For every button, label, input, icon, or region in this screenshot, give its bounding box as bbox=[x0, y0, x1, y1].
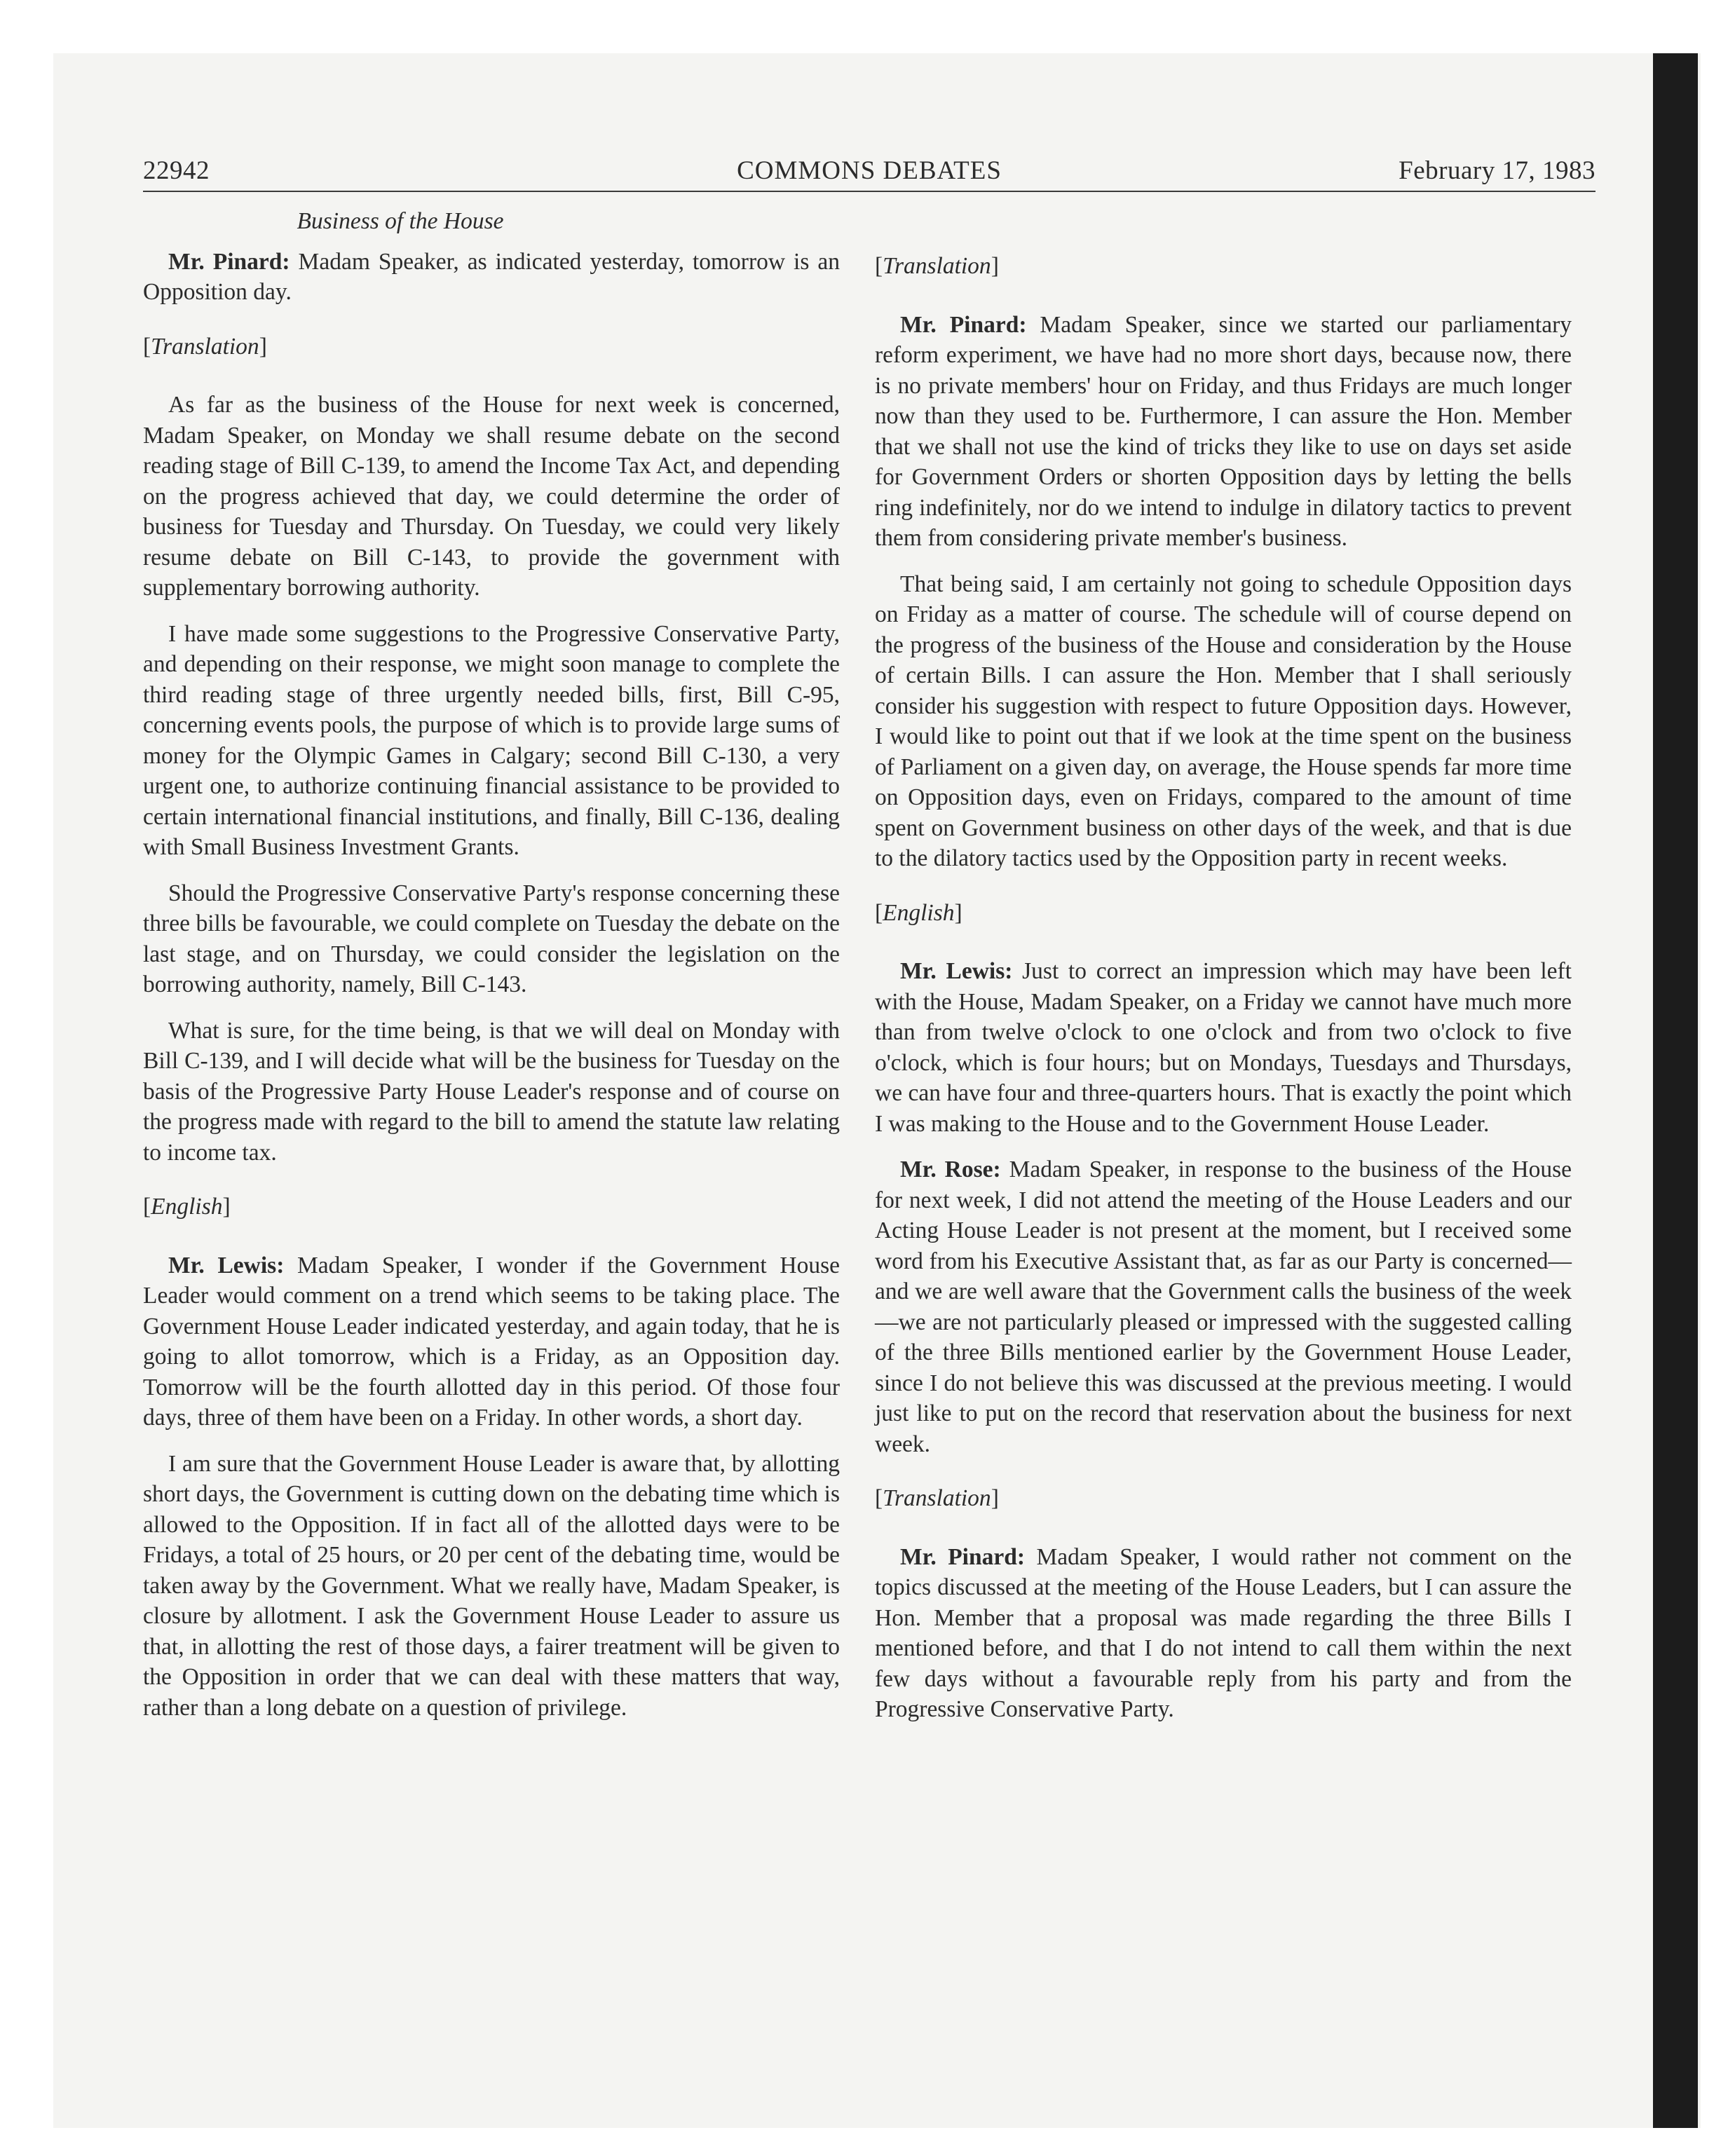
publication-title: COMMONS DEBATES bbox=[737, 156, 1002, 185]
language-tag-text: Translation bbox=[151, 333, 259, 360]
language-tag: [English] bbox=[143, 1194, 231, 1220]
speaker-name: Mr. Lewis: bbox=[168, 1252, 285, 1278]
speaker-name: Mr. Pinard: bbox=[168, 248, 290, 275]
right-column bbox=[875, 203, 1572, 1740]
language-tag-text: Translation bbox=[883, 1485, 991, 1511]
speaker-name: Mr. Rose: bbox=[900, 1157, 1001, 1182]
speech-text: Madam Speaker, in response to the business of the House for next week, I did not attend the meeting of the House Leaders and our Acting House Leader is not present at the moment, but I received some word from his Executive Assistant that, as far as our Party is concerned—and we are well aware that the Government calls the business of the week—we are not particularly pleased or impressed with the suggested calling of the three Bills mentioned earlier by the Government House Leader, since I do not believe this was discussed at the previous meeting. I would just like to put on the record that reservation about the business for next week. bbox=[875, 1157, 1572, 1457]
header-date: February 17, 1983 bbox=[1399, 156, 1595, 185]
paragraph: What is sure, for the time being, is that we will deal on Monday with Bill C-139, and I will decide what will be the business for Tuesday on the basis of the Progressive Party House Leader's response and of course on the progress made with regard to the bill to amend the statute law relating to income tax. bbox=[143, 1017, 840, 1166]
language-tag: [Translation] bbox=[875, 1485, 999, 1511]
language-tag-text: English bbox=[151, 1194, 223, 1220]
speech-text: Madam Speaker, since we started our parliamentary reform experiment, we have had no more short days, because now, there is no private members' hour on Friday, and thus Fridays are much longer now than they used to be. Furthermore, I can assure the Hon. Member that we shall not use the kind of tricks they like to use on days set aside for Government Orders or shorten Opposition days by letting the bells ring indefinitely, nor do we intend to indulge in dilatory tactics to prevent them from considering private member's business. bbox=[875, 311, 1572, 551]
paragraph bbox=[143, 1250, 840, 1433]
page-number: 22942 bbox=[143, 156, 210, 185]
paragraph: That being said, I am certainly not going to schedule Opposition days on Friday as a matter of course. The schedule will of course depend on the progress of the business of the House and consideration by the House of certain Bills. I can assure the Hon. Member that I shall seriously consider his suggestion with respect to future Opposition days. However, I would like to point out that if we look at the time spent on the business of Parliament on a given day, on average, the House spends far more time on Opposition days, even on Fridays, compared to the amount of time spent on Government business on other days of the week, and that is due to the dilatory tactics used by the Opposition party in recent weeks. bbox=[875, 571, 1572, 871]
paragraph bbox=[875, 310, 1572, 554]
speech-text: Just to correct an impression which may have been left with the House, Madam Speaker, on a Friday we cannot have much more than from twelve o'clock to one o'clock and from two o'clock to five o'clock, which is four hours; but on Mondays, Tuesdays and Thursdays, we can have four and three-quarters hours. That is exactly the point which I was making to the House and to the Government House Leader. bbox=[875, 958, 1572, 1137]
language-tag-text: English bbox=[883, 899, 955, 926]
speaker-name: Mr. Pinard: bbox=[900, 311, 1027, 338]
page-header bbox=[143, 156, 1595, 195]
paragraph bbox=[875, 956, 1572, 1139]
speech-text: Madam Speaker, I would rather not comment on the topics discussed at the meeting of the House Leaders, but I can assure the Hon. Member that a proposal was made regarding the three Bills I mentioned before, and that I do not intend to call them within the next few days without a favourable reply from his party and from the Progressive Conservative Party. bbox=[875, 1543, 1572, 1722]
language-tag-text: Translation bbox=[883, 253, 991, 279]
paragraph: I have made some suggestions to the Progressive Conservative Party, and depending on their response, we might soon manage to complete the third reading stage of three urgently needed bills, first, Bill C-95, concerning events pools, the purpose of which is to provide large sums of money for the Olympic Games in Calgary; second Bill C-130, a very urgent one, to authorize continuing financial assistance to be provided to certain international financial institutions, and finally, Bill C-136, dealing with Small Business Investment Grants. bbox=[143, 620, 840, 860]
speaker-name: Mr. Pinard: bbox=[900, 1543, 1026, 1570]
paragraph bbox=[875, 1542, 1572, 1725]
paragraph bbox=[875, 1154, 1572, 1459]
section-heading: Business of the House bbox=[297, 208, 504, 234]
speech-text: Madam Speaker, I wonder if the Government House Leader would comment on a trend which seems to be taking place. The Government House Leader indicated yesterday, and again today, that he is going to allot tomorrow, which is a Friday, as an Opposition day. Tomorrow will be the fourth allotted day in this period. Of those four days, three of them have been on a Friday. In other words, a short day. bbox=[143, 1252, 840, 1431]
speech-text: Madam Speaker, as indicated yesterday, tomorrow is an Opposition day. bbox=[143, 248, 840, 305]
speaker-name: Mr. Lewis: bbox=[900, 958, 1013, 984]
binding-edge bbox=[1653, 53, 1698, 2128]
language-tag: [Translation] bbox=[143, 333, 267, 360]
header-rule bbox=[143, 191, 1595, 192]
paragraph bbox=[143, 247, 840, 308]
left-column bbox=[143, 203, 840, 1738]
paragraph: Should the Progressive Conservative Party's response concerning these three bills be favourable, we could complete on Tuesday the debate on the last stage, and on Thursday, we could consider the legislation on the borrowing authority, namely, Bill C-143. bbox=[143, 880, 840, 997]
language-tag: [English] bbox=[875, 899, 962, 926]
paragraph: I am sure that the Government House Leader is aware that, by allotting short days, the Government is cutting down on the debating time which is allowed to the Opposition. If in fact all of the allotted days were to be Fridays, a total of 25 hours, or 20 per cent of the debating time, would be taken away by the Government. What we really have, Madam Speaker, is closure by allotment. I ask the Government House Leader to assure us that, in allotting the rest of those days, a fairer treatment will be given to the Opposition in order that we can deal with these matters that way, rather than a long debate on a question of privilege. bbox=[143, 1450, 840, 1721]
paragraph: As far as the business of the House for next week is concerned, Madam Speaker, on Monday we shall resume debate on the second reading stage of Bill C-139, to amend the Income Tax Act, and depending on the progress achieved that day, we could determine the order of business for Tuesday and Thursday. On Tuesday, we could very likely resume debate on Bill C-143, to provide the government with supplementary borrowing authority. bbox=[143, 392, 840, 601]
language-tag: [Translation] bbox=[875, 253, 999, 279]
